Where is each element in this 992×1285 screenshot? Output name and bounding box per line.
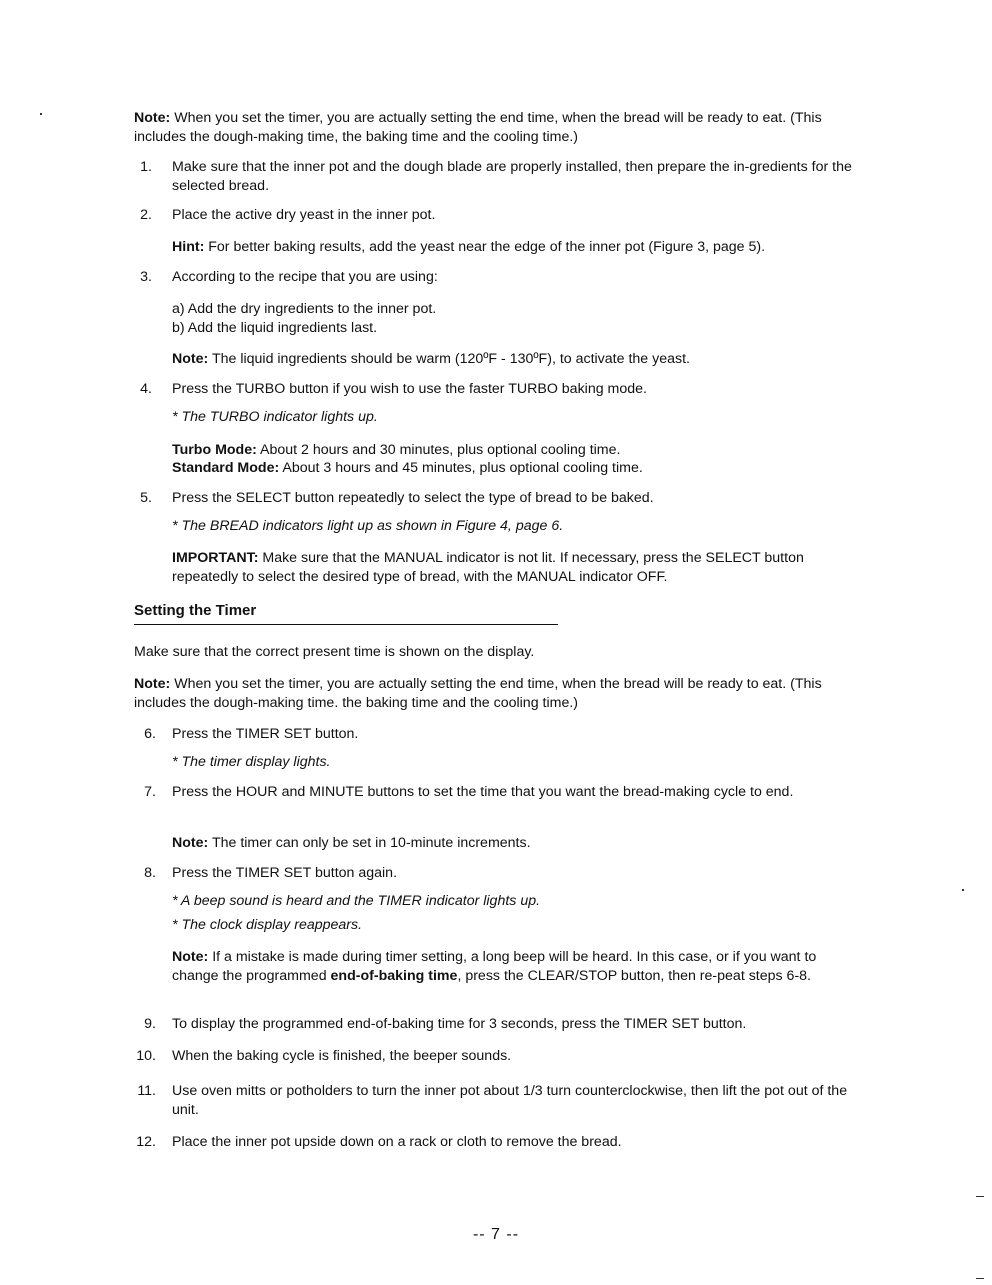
step-number: 7. [144, 784, 156, 800]
step-text: Press the SELECT button repeatedly to select the type of bread to be baked. [172, 490, 654, 506]
standard-mode-label: Standard Mode: [172, 460, 280, 476]
standard-mode [172, 459, 854, 478]
note-text: The timer can only be set in 10-minute increments. [208, 835, 531, 851]
section-heading: Setting the Timer [134, 602, 257, 619]
section-intro: Make sure that the correct present time is shown on the display. [134, 644, 535, 660]
scan-speck [40, 113, 42, 115]
standard-mode-text: About 3 hours and 45 minutes, plus optional cooling time. [279, 460, 643, 476]
hint-label: Hint: [172, 239, 205, 255]
step-text: Place the inner pot upside down on a rack or cloth to remove the bread. [172, 1134, 622, 1150]
note-temperature [172, 350, 854, 369]
note-text: , press the CLEAR/STOP button, then re-peat steps 6-8. [457, 968, 812, 984]
step-text: Make sure that the inner pot and the dough blade are properly installed, then prepare the in-gredients for the selected bread. [172, 159, 852, 194]
step-text: Place the active dry yeast in the inner pot. [172, 207, 436, 223]
step-number: 12. [136, 1134, 156, 1150]
scan-speck [976, 1278, 984, 1279]
important-text: Make sure that the MANUAL indicator is not lit. If necessary, press the SELECT button repeatedly to select the desired type of bread, with the MANUAL indicator OFF. [172, 550, 804, 585]
step-number: 10. [136, 1048, 156, 1064]
step-text: To display the programmed end-of-baking time for 3 seconds, press the TIMER SET button. [172, 1016, 747, 1032]
step-text: Press the TIMER SET button. [172, 726, 359, 742]
turbo-mode-label: Turbo Mode: [172, 442, 257, 458]
step-number: 2. [140, 207, 152, 223]
turbo-mode-text: About 2 hours and 30 minutes, plus optional cooling time. [256, 442, 621, 458]
important-note [172, 549, 854, 587]
step-number: 5. [140, 490, 152, 506]
timer-note [134, 675, 854, 713]
note-label: Note: [134, 110, 171, 126]
note-increments [172, 834, 854, 853]
step-number: 1. [140, 159, 152, 175]
step-number: 4. [140, 381, 152, 397]
sub-item-b: b) Add the liquid ingredients last. [172, 320, 378, 336]
step-text: According to the recipe that you are using: [172, 269, 438, 285]
note-label: Note: [172, 949, 209, 965]
sub-item-a: a) Add the dry ingredients to the inner pot. [172, 301, 437, 317]
note-label: Note: [172, 351, 209, 367]
important-label: IMPORTANT: [172, 550, 259, 566]
intro-note [134, 109, 854, 147]
step-number: 9. [144, 1016, 156, 1032]
step-result: * The timer display lights. [172, 754, 331, 770]
scan-speck [962, 889, 964, 891]
step-number: 11. [137, 1083, 156, 1099]
note-mistake [172, 948, 854, 986]
note-text: When you set the timer, you are actually setting the end time, when the bread will be ready to eat. (This includes the dough-making time, the baking time and the cooling time.) [134, 110, 822, 145]
step-number: 3. [140, 269, 152, 285]
note-text: The liquid ingredients should be warm (120ºF - 130ºF), to activate the yeast. [208, 351, 690, 367]
step-text: Press the TURBO button if you wish to use the faster TURBO baking mode. [172, 381, 647, 397]
page-number: -- 7 -- [472, 1226, 520, 1243]
note-label: Note: [134, 676, 171, 692]
heading-rule [134, 624, 558, 625]
step-result: * The BREAD indicators light up as shown in Figure 4, page 6. [172, 518, 564, 534]
note-text: When you set the timer, you are actually setting the end time, when the bread will be ready to eat. (This includes the dough-making time. the baking time and the cooling time.) [134, 676, 822, 711]
step-number: 6. [144, 726, 156, 742]
step-number: 8. [144, 865, 156, 881]
step-result: * The TURBO indicator lights up. [172, 409, 378, 425]
scan-speck [976, 1196, 984, 1197]
step-result: * The clock display reappears. [172, 917, 363, 933]
note-emphasis: end-of-baking time [330, 968, 458, 984]
step-text: Press the TIMER SET button again. [172, 865, 398, 881]
note-label: Note: [172, 835, 209, 851]
hint-text: For better baking results, add the yeast near the edge of the inner pot (Figure 3, page 5). [204, 239, 766, 255]
step-text: When the baking cycle is finished, the beeper sounds. [172, 1048, 512, 1064]
note-text: If a mistake is made during timer setting, a long beep will be heard. In this case, or if you want to change the programmed [172, 949, 817, 984]
turbo-mode [172, 441, 854, 460]
step-result: * A beep sound is heard and the TIMER indicator lights up. [172, 893, 541, 909]
hint [172, 238, 854, 257]
step-text: Use oven mitts or potholders to turn the inner pot about 1/3 turn counterclockwise, then lift the pot out of the unit. [172, 1083, 848, 1118]
step-text: Press the HOUR and MINUTE buttons to set the time that you want the bread-making cycle to end. [172, 784, 794, 800]
